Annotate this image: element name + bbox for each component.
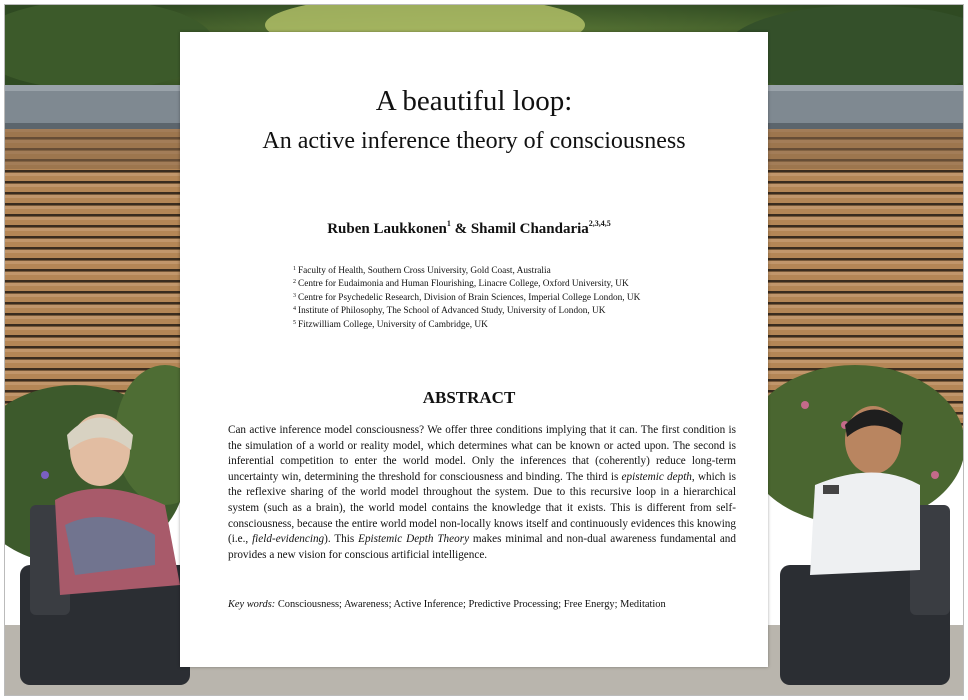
author-name: Ruben Laukkonen xyxy=(327,221,447,237)
abstract-emphasis: field-evidencing xyxy=(252,533,325,546)
paper-title-page xyxy=(180,32,768,667)
keywords-line xyxy=(228,598,736,612)
keywords-text: Consciousness; Awareness; Active Inference; Predictive Processing; Free Energy; Meditation xyxy=(275,599,666,610)
affiliation-item xyxy=(293,291,640,304)
affiliation-number: 1 xyxy=(293,266,296,272)
affiliation-number: 5 xyxy=(293,319,296,326)
abstract-segment: ). This xyxy=(324,533,359,546)
paper-subtitle: An active inference theory of consciousness xyxy=(262,128,686,154)
affiliation-text: Centre for Psychedelic Research, Division of Brain Sciences, Imperial College London, UK xyxy=(298,292,641,303)
author-affiliation-marker: 2,3,4,5 xyxy=(588,219,611,228)
affiliation-number: 2 xyxy=(293,279,296,286)
abstract-emphasis: epistemic depth xyxy=(621,470,692,483)
abstract-emphasis: Epistemic Depth Theory xyxy=(358,533,470,546)
affiliation-number: 4 xyxy=(293,306,296,313)
affiliation-item xyxy=(293,264,640,277)
abstract-text xyxy=(228,423,736,563)
abstract-segment: Can active inference model consciousness? We offer three conditions implying that it can. The first condition is the simulation of a world or reality model, which determines what can be known or acted upon. The second is inferential competition to enter the world model. Only the inferences that (coherently) reduce long-term uncertainty win, determining the threshold for consciousness and binding. The third is xyxy=(228,424,736,483)
affiliation-text: Centre for Eudaimonia and Human Flourishing, Linacre College, Oxford University, UK xyxy=(298,279,629,290)
affiliation-item xyxy=(293,304,640,317)
paper-title: A beautiful loop: xyxy=(375,85,573,117)
affiliation-text: Faculty of Health, Southern Cross University, Gold Coast, Australia xyxy=(298,266,551,276)
abstract-heading: ABSTRACT xyxy=(422,388,516,407)
abstract-segment: makes minimal and non-dual awareness fundamental and provides a new vision for conscious artificial intelligence. xyxy=(228,533,736,561)
affiliation-text: Institute of Philosophy, The School of Advanced Study, University of London, UK xyxy=(298,306,606,317)
abstract-segment: , which is the reflexive sharing of the world model throughout the system. Due to this recursive loop in a hierarchical system (such as a brain), the world model contains the knowledge that it exists. This is different from self-consciousness, because the entire world model non-locally knows itself and continuously evidences this knowing (i.e., xyxy=(228,470,736,546)
author-line xyxy=(180,214,758,239)
affiliation-item xyxy=(293,318,640,331)
author-joiner: & xyxy=(450,221,471,237)
author-name: Shamil Chandaria xyxy=(470,221,589,237)
affiliation-item xyxy=(293,277,640,290)
author-affiliation-marker: 1 xyxy=(446,219,451,228)
keywords-label: Key words: xyxy=(228,599,276,610)
affiliation-text: Fitzwilliam College, University of Cambridge, UK xyxy=(298,319,488,330)
affiliation-number: 3 xyxy=(293,292,296,299)
affiliation-list xyxy=(293,264,640,331)
